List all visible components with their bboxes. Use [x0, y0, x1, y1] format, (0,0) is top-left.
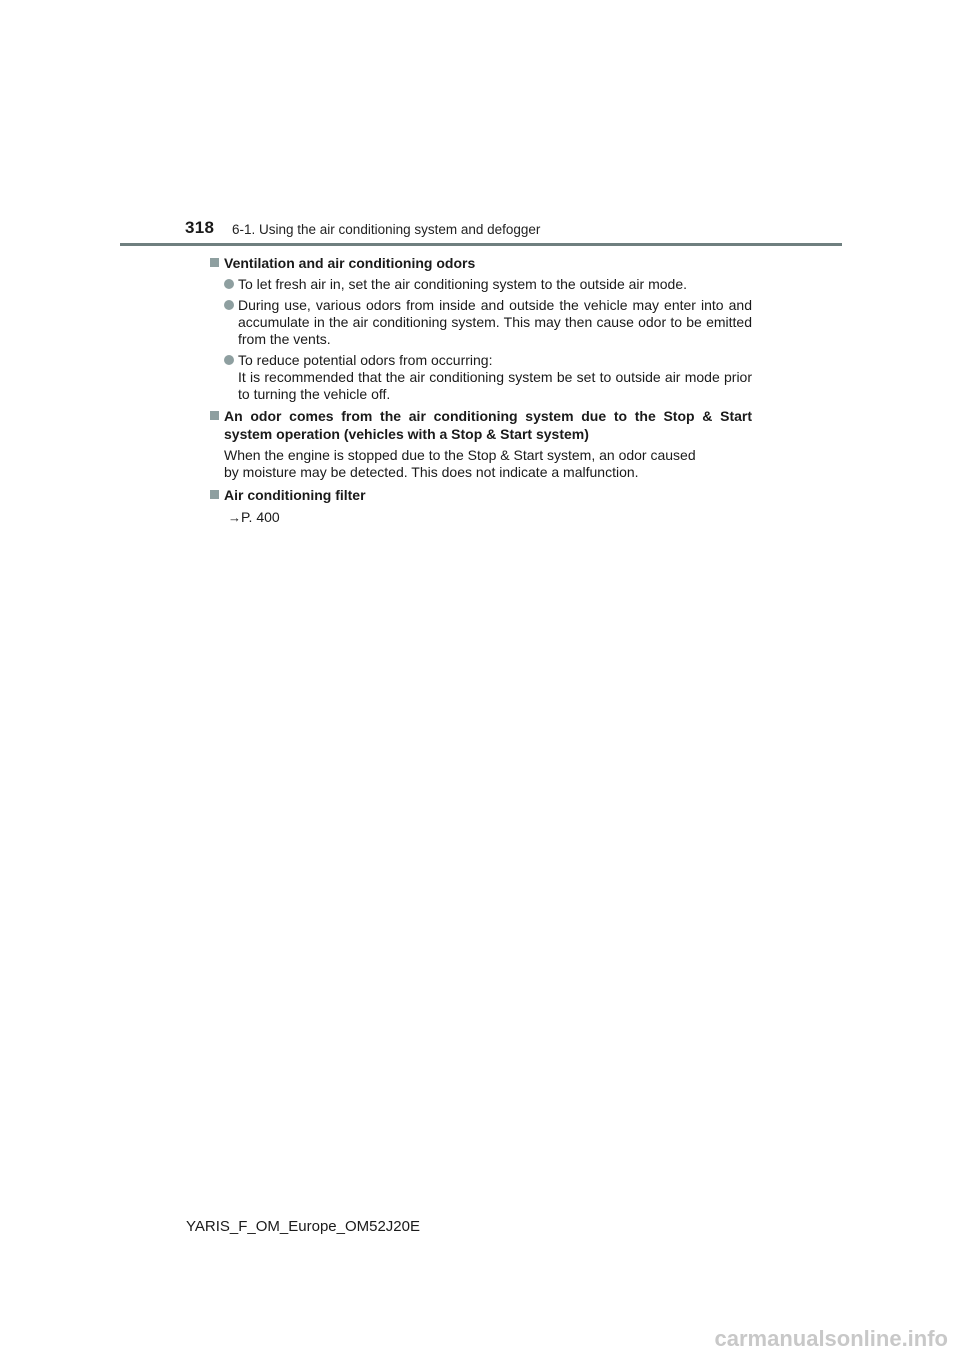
circle-bullet-icon — [224, 300, 234, 310]
topic-ventilation-odors — [210, 254, 752, 403]
page-reference-link[interactable]: →P. 400 — [228, 509, 280, 525]
square-bullet-icon — [210, 258, 219, 267]
topic-title: An odor comes from the air conditioning system due to the Stop & Start system operation (vehicles with a Stop & Start system) — [210, 407, 752, 444]
section-title: 6-1. Using the air conditioning system and defogger — [232, 222, 541, 237]
bullet-item: During use, various odors from inside and outside the vehicle may enter into and accumulate in the air conditioning system. This may then cause odor to be emitted from the vents. — [210, 297, 752, 348]
topic-air-filter — [210, 486, 752, 527]
square-bullet-icon — [210, 490, 219, 499]
topic-body: When the engine is stopped due to the Stop & Start system, an odor caused by moisture may be detected. This does not indicate a malfunction. — [224, 446, 696, 480]
arrow-right-icon: → — [228, 510, 241, 525]
page-content — [210, 254, 752, 527]
header-divider — [120, 243, 842, 246]
watermark: carmanualsonline.info — [714, 1326, 948, 1351]
square-bullet-icon — [210, 411, 219, 420]
page-number: 318 — [185, 218, 215, 237]
topic-title: Air conditioning filter — [210, 486, 752, 505]
circle-bullet-icon — [224, 279, 234, 289]
circle-bullet-icon — [224, 355, 234, 365]
topic-title: Ventilation and air conditioning odors — [210, 254, 752, 273]
document-code: YARIS_F_OM_Europe_OM52J20E — [186, 1218, 421, 1235]
bullet-item: To let fresh air in, set the air conditioning system to the outside air mode. — [210, 276, 752, 293]
topic-stop-start-odor — [210, 407, 752, 482]
page-header — [185, 218, 845, 246]
bullet-item: To reduce potential odors from occurring: It is recommended that the air conditioning system be set to outside air mode prior to turning the vehicle off. — [210, 352, 752, 403]
